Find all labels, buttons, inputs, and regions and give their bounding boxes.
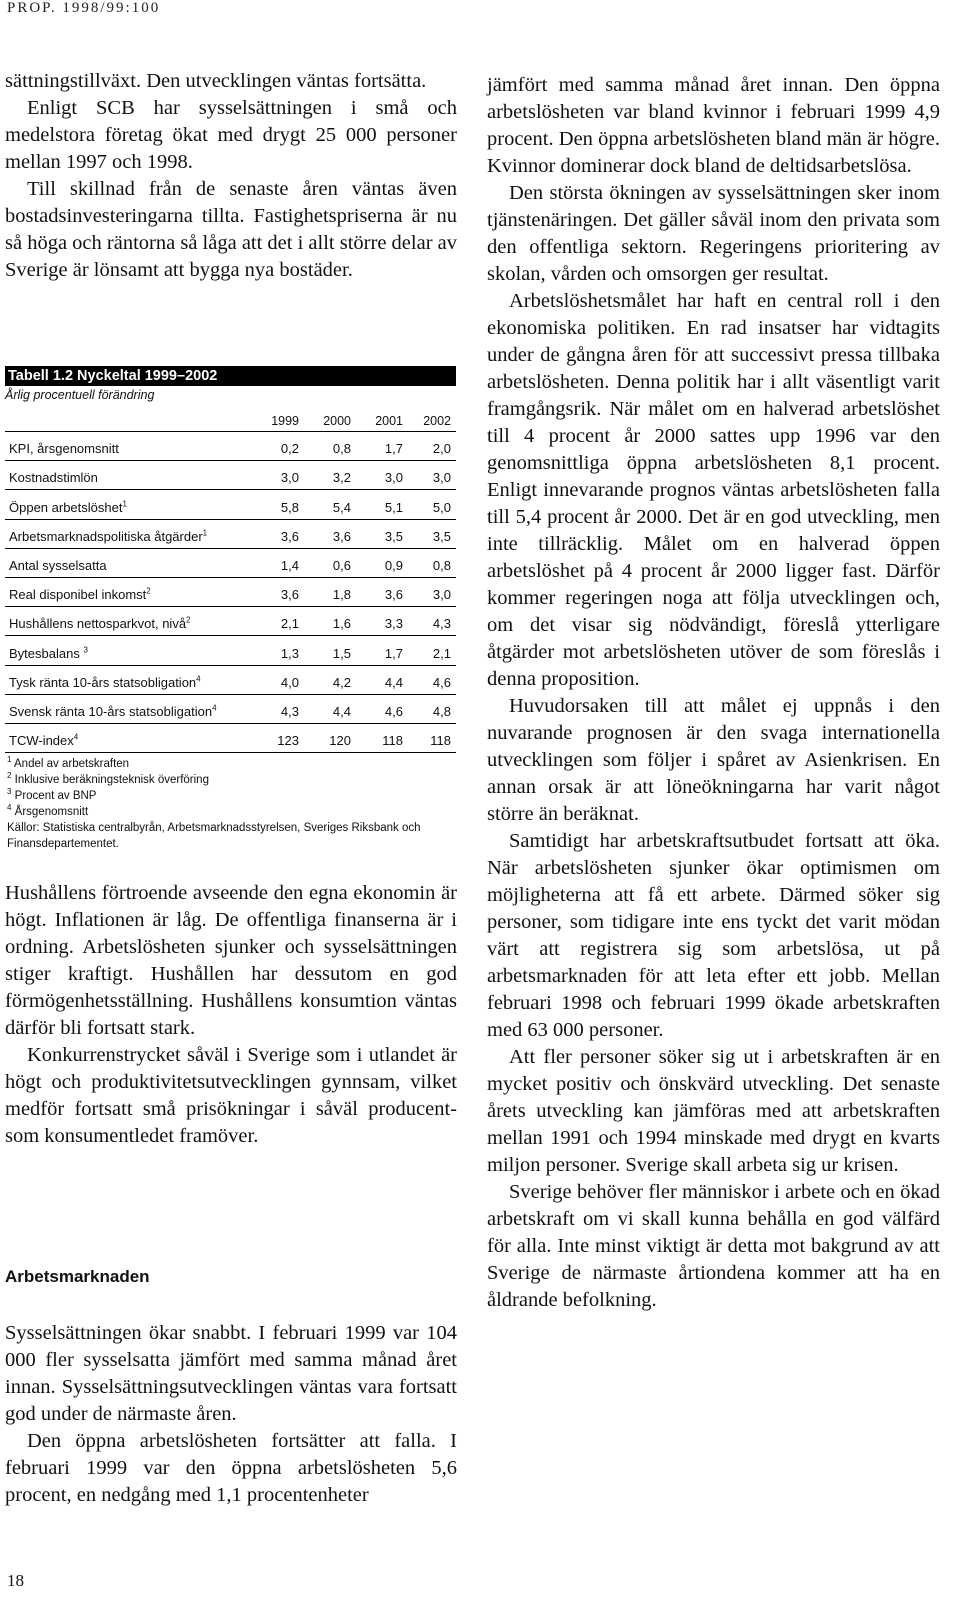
footnote-mark: 3 — [7, 787, 12, 797]
table-cell: 2,1 — [432, 645, 451, 661]
table-cell: 5,8 — [280, 499, 299, 515]
row-label-text: Hushållens nettosparkvot, nivå — [9, 616, 187, 632]
table-cell: 1,7 — [384, 645, 403, 661]
column-header: 2001 — [375, 414, 403, 428]
table-cell: 3,0 — [432, 587, 451, 603]
running-header: PROP. 1998/99:100 — [7, 0, 161, 16]
footnote-mark: 4 — [212, 703, 217, 713]
paragraph: Huvudorsaken till att målet ej uppnås i den nuvarande prognosen är den svaga internationella utvecklingen som följer i spåret av Asienkrisen. En annan orsak är att löneökningarna har varit något större än beräknat. — [487, 695, 940, 825]
row-label — [5, 441, 247, 456]
table-row — [5, 724, 456, 753]
footnote-text: Årsgenomsnitt — [14, 806, 89, 819]
table-cell: 118 — [430, 733, 451, 749]
paragraph: Den största ökningen av sysselsättningen sker inom tjänstenäringen. Det gäller såväl inom den privata som den offentliga sektorn. Regeringens prioritering av skolan, vården och omsorgen ger resultat. — [487, 182, 940, 285]
table-cell: 120 — [329, 733, 351, 749]
table-cell: 3,0 — [384, 470, 403, 486]
table-source: Källor: Statistiska centralbyrån, Arbetsmarknadsstyrelsen, Sveriges Riksbank och Finansdepartementet. — [7, 822, 421, 851]
table-subtitle: Årlig procentuell förändring — [5, 388, 155, 402]
row-label — [5, 470, 247, 485]
paragraph: Att fler personer söker sig ut i arbetskraften är en mycket positiv och önskvärd utveckling. Det senaste årets utveckling kan jämföras med att arbetskraften mellan 1991 och 1994 minskade med drygt en kvarts miljon personer. Sverige skall arbeta sig ur krisen. — [487, 1046, 940, 1176]
paragraph: Till skillnad från de senaste åren väntas även bostadsinvesteringarna tillta. Fastighetspriserna är nu så höga och räntorna så låga att det i allt större delar av Sverige är lönsamt att bygga nya bostäder. — [5, 178, 457, 281]
table-cell: 3,5 — [432, 528, 451, 544]
table-cell: 1,6 — [332, 616, 351, 632]
table-cell: 3,3 — [384, 616, 403, 632]
table-cell: 1,3 — [280, 645, 299, 661]
footnote-text: Inklusive beräkningsteknisk överföring — [14, 774, 209, 787]
row-label-text: Antal sysselsatta — [9, 557, 107, 573]
row-label-text: Tysk ränta 10-års statsobligation — [9, 674, 197, 690]
footnote-mark: 1 — [202, 528, 208, 538]
paragraph: Enligt SCB har sysselsättningen i små och medelstora företag ökat med drygt 25 000 personer mellan 1997 och 1998. — [5, 97, 457, 173]
row-label — [5, 616, 247, 631]
table-cell: 5,4 — [332, 499, 351, 515]
footnote-mark: 4 — [7, 803, 12, 813]
table-cell: 4,8 — [432, 703, 451, 719]
table-cell: 1,4 — [280, 557, 299, 573]
table-cell: 3,6 — [332, 528, 351, 544]
footnote-mark: 1 — [7, 755, 12, 765]
row-label-text: Svensk ränta 10-års statsobligation — [9, 703, 213, 719]
table-cell: 3,5 — [384, 528, 403, 544]
left-column-bottom — [5, 1320, 457, 1509]
row-label — [5, 704, 247, 719]
table-cell: 0,6 — [332, 557, 351, 573]
page-number: 18 — [7, 1571, 24, 1590]
table-cell: 3,6 — [280, 587, 299, 603]
table-cell: 4,4 — [332, 703, 351, 719]
row-label-text: Arbetsmarknadspolitiska åtgärder — [9, 528, 203, 544]
paragraph: Arbetslöshetsmålet har haft en central roll i den ekonomiska politiken. En rad insatser har vidtagits under de gångna åren för att successivt pressa tillbaka arbetslösheten. Denna politik har i allt väsentligt varit framgångsrik. När målet om en halverad arbetslöshet till 4 procent år 2000 sattes upp 1996 var den genomsnittliga öppna arbetslösheten 8,1 procent. Enligt innevarande prognos väntas arbetslösheten falla till 5,4 procent år 2000. Det är en god utveckling, men inte tillräcklig. Målet om en halverad öppen arbetslöshet på 4 procent år 2000 ligger fast. Därför kommer regeringen noga att följa utvecklingen och, om det visar sig nödvändigt, föreslå ytterligare åtgärder mot arbetslösheten utöver de som föreslås i denna proposition. — [487, 290, 940, 690]
table-cell: 1,5 — [332, 645, 351, 661]
table-cell: 1,7 — [384, 441, 403, 457]
column-header: 1999 — [271, 414, 299, 428]
table-cell: 4,0 — [280, 674, 299, 690]
table-cell: 4,6 — [384, 703, 403, 719]
row-label — [5, 646, 247, 661]
table-cell: 0,2 — [280, 441, 299, 457]
footnote — [5, 804, 456, 820]
table-row — [5, 607, 456, 636]
paragraph: jämfört med samma månad året innan. Den öppna arbetslösheten var bland kvinnor i februari 1999 4,9 procent. Den öppna arbetslösheten bland män är högre. Kvinnor dominerar dock bland de deltidsarbetslösa. — [487, 74, 940, 177]
row-label — [5, 558, 247, 573]
table-cell: 3,0 — [432, 470, 451, 486]
footnote-text: Procent av BNP — [14, 790, 97, 803]
table-cell: 4,3 — [280, 703, 299, 719]
paragraph: Sverige behöver fler människor i arbete och en ökad arbetskraft om vi skall kunna behålla en god välfärd för alla. Inte minst viktigt är detta mot bakgrund av att Sverige de närmaste årtiondena kommer att ha en åldrande befolkning. — [487, 1181, 940, 1311]
row-label-text: Kostnadstimlön — [9, 470, 98, 486]
section-heading: Arbetsmarknaden — [5, 1267, 150, 1286]
column-header: 2000 — [323, 414, 351, 428]
table-body — [5, 432, 456, 753]
table-cell: 0,9 — [384, 557, 403, 573]
row-label — [5, 733, 247, 748]
table-cell: 0,8 — [332, 441, 351, 457]
table-cell: 3,6 — [384, 587, 403, 603]
row-label-text: TCW-index — [9, 733, 74, 749]
footnote-mark: 4 — [73, 732, 79, 742]
left-column-top — [5, 68, 457, 284]
table-cell: 2,0 — [432, 441, 451, 457]
paragraph: Samtidigt har arbetskraftsutbudet fortsatt att öka. När arbetslösheten sjunker ökar optimismen om möjligheterna att få ett arbete. Därmed söker sig personer, som tidigare inte ens tyckt det varit mödan värt att registrera sig som arbetslösa, ut på arbetsmarknaden för att leta efter ett jobb. Mellan februari 1998 och februari 1999 ökade arbetskraften med 63 000 personer. — [487, 830, 940, 1041]
table-cell: 4,6 — [432, 674, 451, 690]
table-row — [5, 636, 456, 665]
table-header-row — [5, 406, 456, 432]
table-cell: 118 — [382, 733, 403, 749]
footnote-mark: 4 — [196, 674, 201, 684]
row-label — [5, 675, 247, 690]
footnote — [5, 772, 456, 788]
table-row — [5, 520, 456, 549]
table-cell: 123 — [277, 733, 299, 749]
table-cell: 2,1 — [280, 616, 299, 632]
table-cell: 3,6 — [280, 528, 299, 544]
table-cell: 3,2 — [332, 470, 351, 486]
paragraph: Konkurrenstrycket såväl i Sverige som i utlandet är högt och produktivitetsutvecklingen gynnsam, vilket medför fortsatt små prisökningar i såväl producent- som konsumentledet framöver. — [5, 1044, 457, 1147]
table-row — [5, 490, 456, 519]
footnote-mark: 2 — [146, 586, 151, 596]
row-label-text: KPI, årsgenomsnitt — [9, 441, 119, 457]
row-label-text: Öppen arbetslöshet — [9, 499, 123, 515]
footnote — [5, 756, 456, 772]
table-row — [5, 432, 456, 461]
row-label — [5, 587, 247, 602]
right-column — [487, 72, 940, 1314]
left-column-middle — [5, 880, 457, 1150]
table-cell: 1,8 — [332, 587, 351, 603]
table-title: Tabell 1.2 Nyckeltal 1999–2002 — [5, 366, 456, 386]
paragraph: sättningstillväxt. Den utvecklingen väntas fortsätta. — [5, 70, 427, 92]
footnote-mark: 2 — [7, 771, 12, 781]
table-row — [5, 578, 456, 607]
table-row — [5, 695, 456, 724]
column-header: 2002 — [423, 414, 451, 428]
footnote-mark: 1 — [122, 499, 127, 509]
footnote-text: Andel av arbetskraften — [14, 758, 130, 771]
table-cell: 4,2 — [332, 674, 351, 690]
paragraph: Hushållens förtroende avseende den egna ekonomin är högt. Inflationen är låg. De offentliga finanserna är i ordning. Arbetslösheten sjunker och sysselsättningen stiger kraftigt. Hushållen har dessutom en god förmögenhetsställning. Hushållens konsumtion väntas därför bli fortsatt stark. — [5, 882, 457, 1039]
table-cell: 4,3 — [432, 616, 451, 632]
table-cell: 5,0 — [432, 499, 451, 515]
footnote-mark: 2 — [186, 615, 191, 625]
table-row — [5, 461, 456, 490]
footnote — [5, 788, 456, 804]
footnote-mark: 3 — [83, 645, 88, 655]
row-label-text: Real disponibel inkomst — [9, 587, 147, 603]
table-cell: 0,8 — [432, 557, 451, 573]
table-cell: 3,0 — [280, 470, 299, 486]
table-row — [5, 666, 456, 695]
paragraph: Den öppna arbetslösheten fortsätter att falla. I februari 1999 var den öppna arbetslösheten 5,6 procent, en nedgång med 1,1 procentenheter — [5, 1430, 457, 1506]
table-cell: 5,1 — [384, 499, 403, 515]
row-label-text: Bytesbalans — [9, 645, 84, 661]
table-cell: 4,4 — [384, 674, 403, 690]
table-footnotes — [5, 756, 456, 852]
row-label — [5, 500, 247, 515]
table-row — [5, 549, 456, 578]
row-label — [5, 529, 247, 544]
key-figures-table — [5, 366, 456, 852]
paragraph: Sysselsättningen ökar snabbt. I februari 1999 var 104 000 fler sysselsatta jämfört med samma månad året innan. Sysselsättningsutvecklingen väntas vara fortsatt god under de närmaste åren. — [5, 1322, 457, 1425]
